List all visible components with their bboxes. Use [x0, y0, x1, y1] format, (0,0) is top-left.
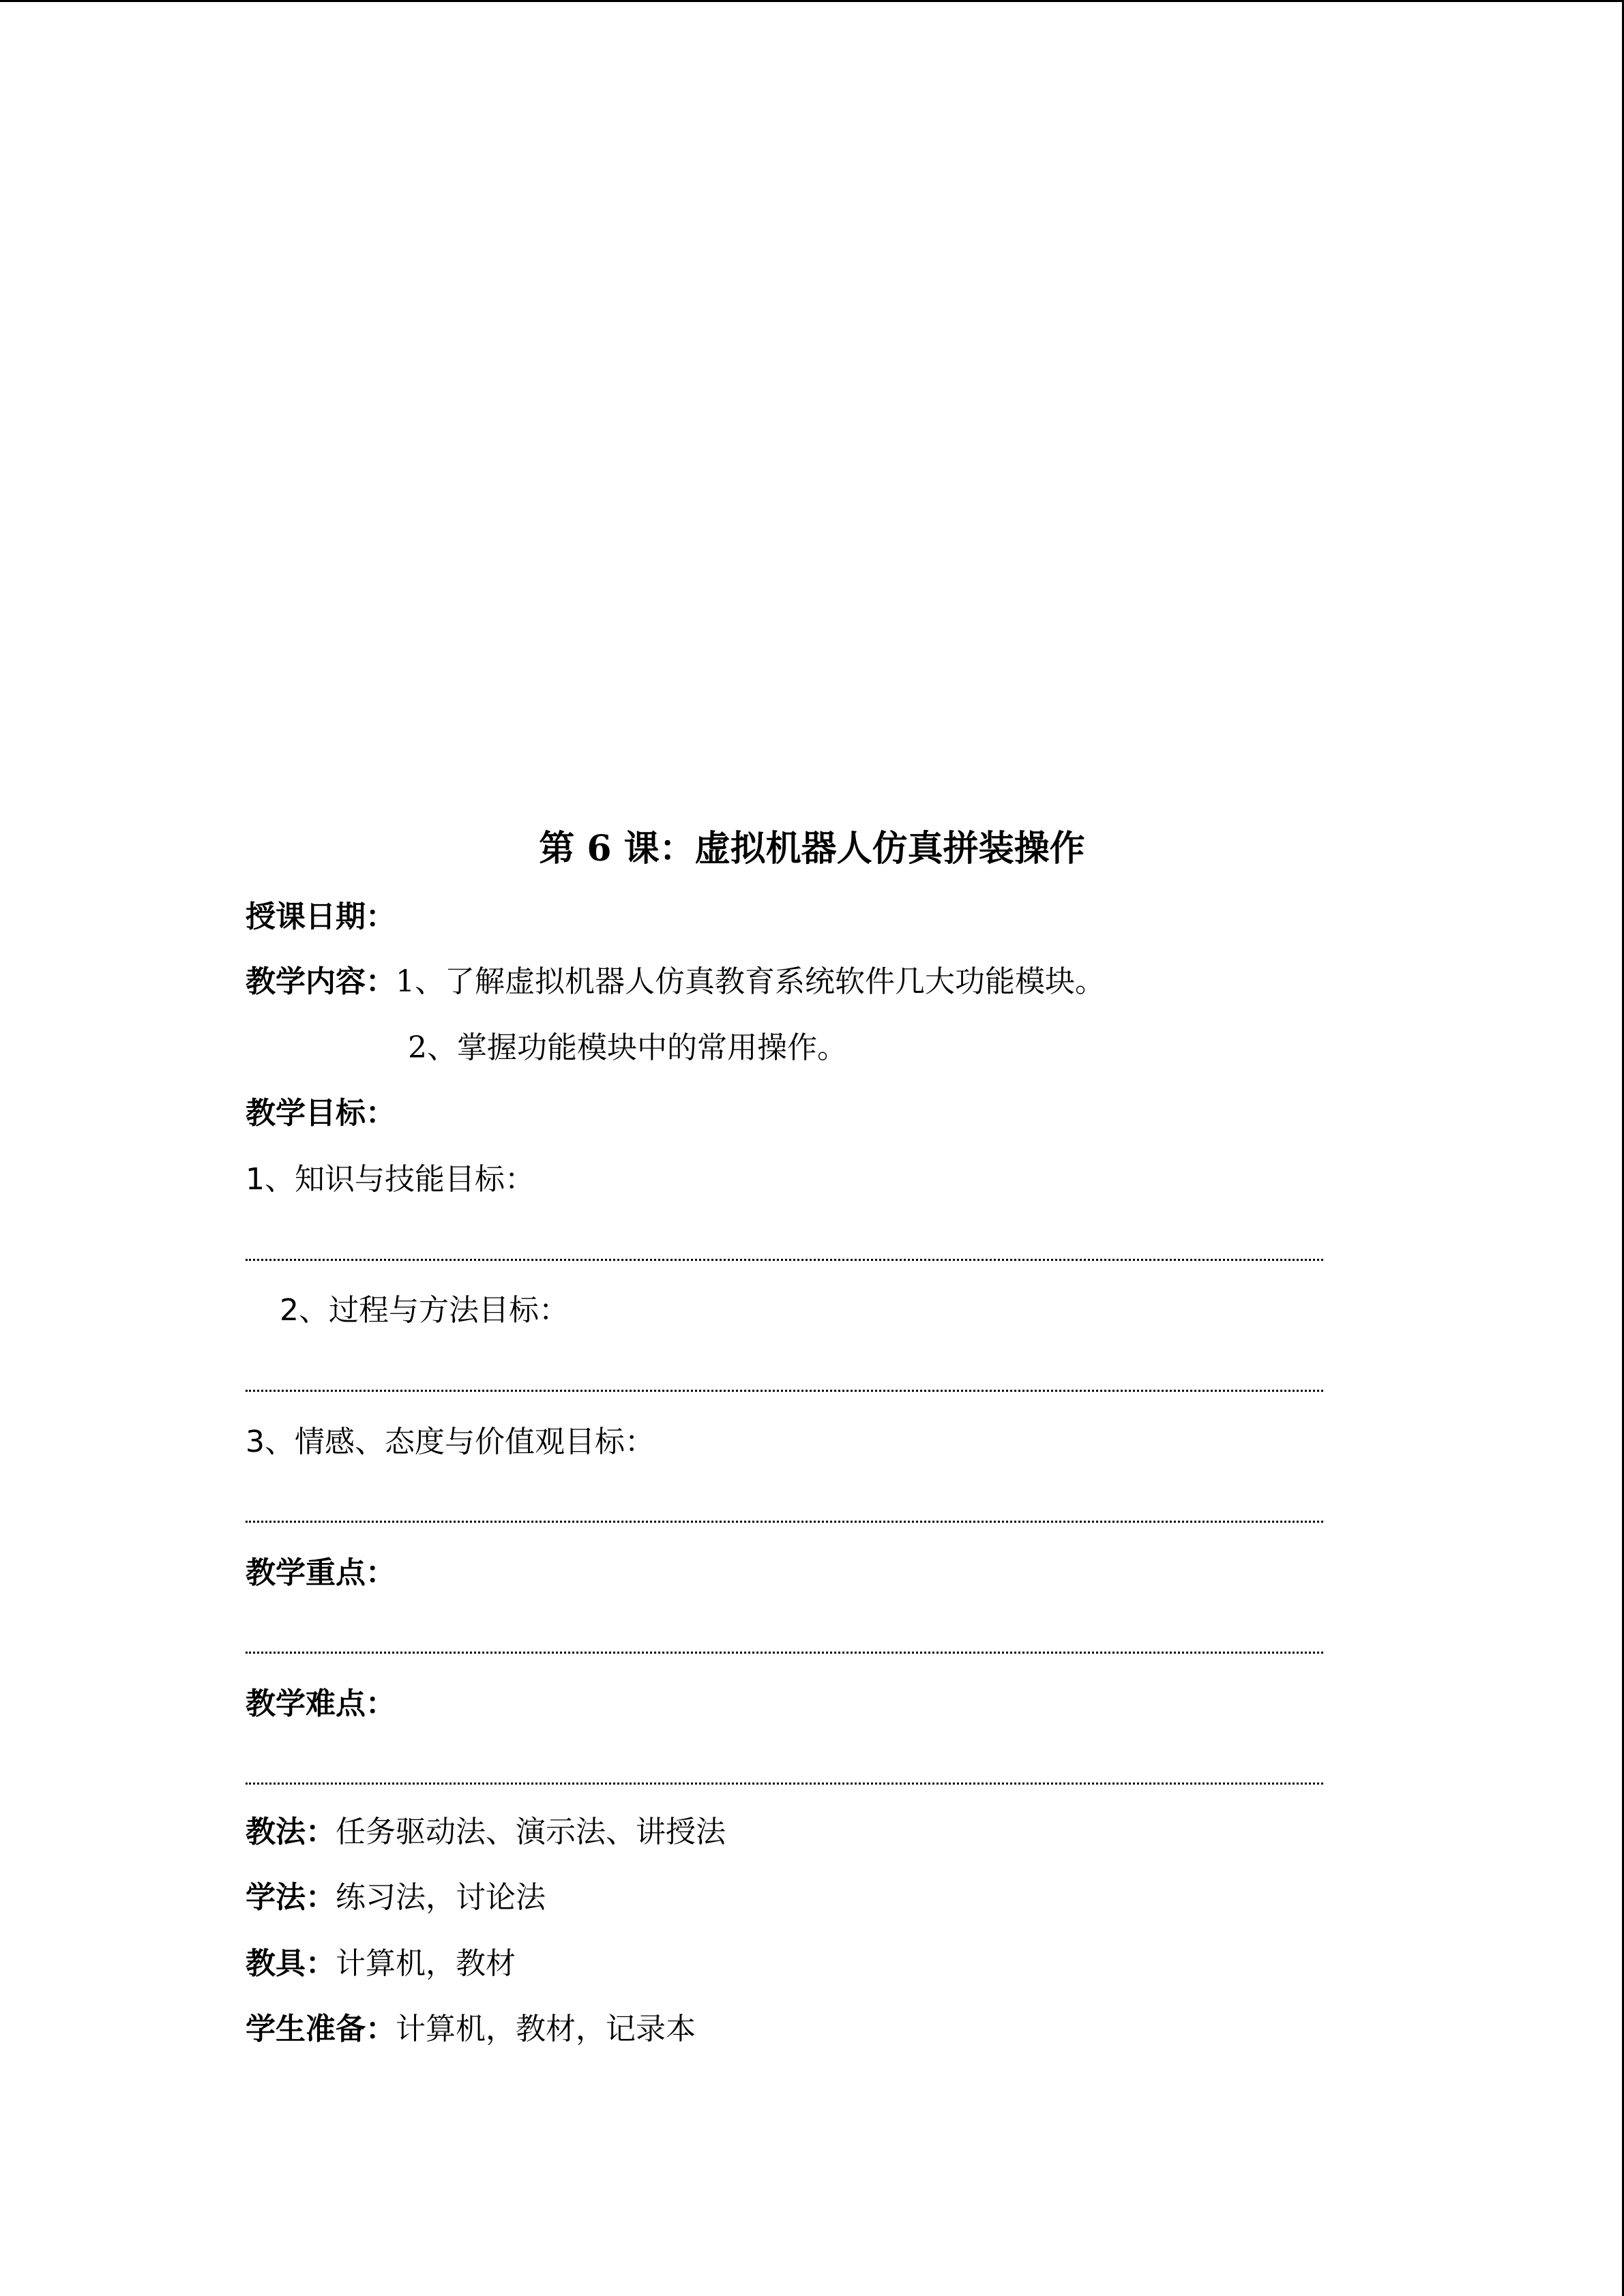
student-prep-label: 学生准备：: [246, 2012, 396, 2046]
key-points-label: 教学重点：: [246, 1555, 396, 1590]
student-prep-row: [246, 2009, 696, 2050]
teaching-aids-value: 计算机，教材: [336, 1946, 516, 1981]
objectives-label: 教学目标：: [246, 1096, 396, 1131]
objective-2: 2、过程与方法目标：: [280, 1293, 569, 1328]
teaching-method-row: [246, 1812, 726, 1853]
student-prep-value: 计算机，教材，记录本: [396, 2012, 696, 2046]
page-top-border: [0, 0, 1624, 2]
date-row: [246, 897, 396, 938]
objectives-row: [246, 1093, 396, 1134]
difficulties-row: [246, 1684, 396, 1725]
learning-method-value: 练习法，讨论法: [336, 1880, 546, 1915]
objective-1: 1、知识与技能目标：: [246, 1162, 535, 1197]
content-item-1: 1、了解虚拟机器人仿真教育系统软件几大功能模块。: [396, 964, 1105, 999]
answer-line-2: [246, 1390, 1323, 1392]
answer-line-5: [246, 1783, 1323, 1785]
answer-line-3: [246, 1521, 1323, 1523]
key-points-row: [246, 1553, 396, 1594]
learning-method-row: [246, 1877, 546, 1918]
teaching-aids-label: 教具：: [246, 1946, 336, 1981]
teaching-method-value: 任务驱动法、演示法、讲授法: [336, 1815, 726, 1849]
date-label: 授课日期：: [246, 899, 396, 934]
content-row: [246, 961, 1105, 1002]
objective-3: 3、情感、态度与价值观目标：: [246, 1425, 655, 1459]
difficulties-label: 教学难点：: [246, 1686, 396, 1721]
lesson-title: 第 6 课：虚拟机器人仿真拼装操作: [539, 828, 1085, 869]
teaching-method-label: 教法：: [246, 1815, 336, 1849]
learning-method-label: 学法：: [246, 1880, 336, 1915]
content-row-2: [408, 1028, 847, 1069]
answer-line-4: [246, 1652, 1323, 1654]
content-label: 教学内容：: [246, 964, 396, 999]
teaching-aids-row: [246, 1943, 516, 1984]
content-item-2: 2、掌握功能模块中的常用操作。: [408, 1030, 847, 1065]
answer-line-1: [246, 1259, 1323, 1261]
